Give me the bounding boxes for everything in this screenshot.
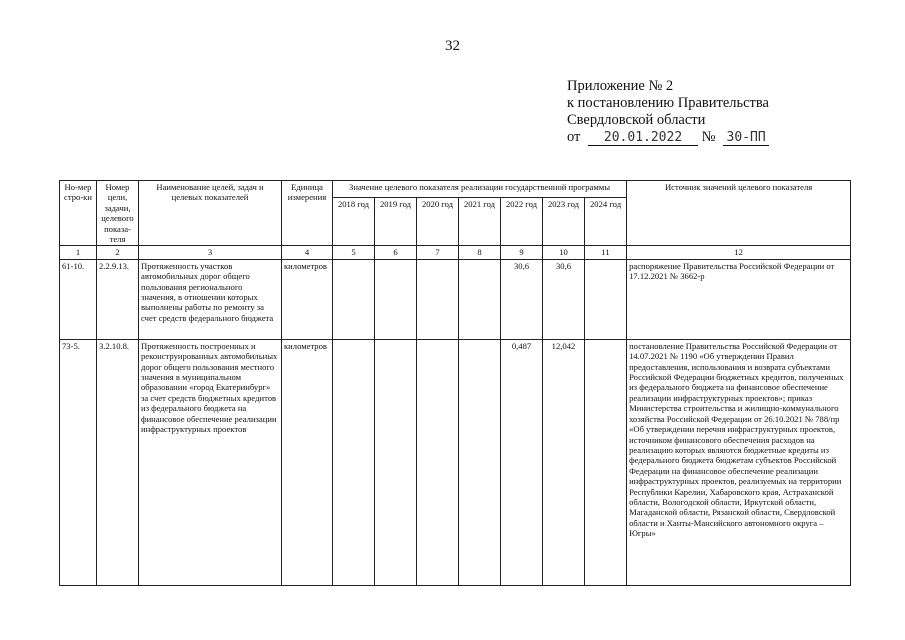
- indicator-source: постановление Правительства Российской Федерации от 14.07.2021 № 1190 «Об утверждении Правил предоставления, использования и возврата субъектами Российской Федерации бюджетных кредитов, полученных из федерального бюджета на финансовое обеспечение реализации инфраструктурных проектов»; приказ Министерства строительства и жилищно-коммунального хозяйства Российской Федерации от 26.10.2021 № 788/пр «Об утверждении перечня инфраструктурных проектов, источником финансового обеспечения расходов на реализацию которых являются бюджетные кредиты из федерального бюджета бюджетам субъектов Российской Федерации на финансовое обеспечение реализации инфраструктурных проектов, реализуемых на территории Республики Карелии, Хабаровского края, Астраханской области, Вологодской области, Иркутской области, Магаданской области, Рязанской области, Свердловской области и Ханты-Мансийского автономного округа – Югры»: [627, 339, 851, 585]
- appendix-line-2: к постановлению Правительства: [567, 95, 769, 111]
- header-year: 2024 год: [585, 198, 627, 246]
- column-number: 3: [139, 246, 282, 259]
- value-2018: [333, 339, 375, 585]
- column-number: 7: [417, 246, 459, 259]
- header-year: 2018 год: [333, 198, 375, 246]
- value-2022: 0,487: [501, 339, 543, 585]
- appendix-date-line: [567, 129, 769, 146]
- page-number: 32: [445, 38, 460, 54]
- value-2020: [417, 339, 459, 585]
- unit: километров: [282, 339, 333, 585]
- value-2020: [417, 259, 459, 339]
- row-number: 73-5.: [60, 339, 97, 585]
- from-label: от: [567, 129, 581, 145]
- value-2021: [459, 259, 501, 339]
- indicator-source: распоряжение Правительства Российской Федерации от 17.12.2021 № 3662-р: [627, 259, 851, 339]
- resolution-number: 30-ПП: [723, 131, 769, 146]
- target-indicators-table: [59, 180, 851, 586]
- header-values-group: Значение целевого показателя реализации государственной программы: [333, 181, 627, 198]
- row-number: 61-10.: [60, 259, 97, 339]
- column-number: 8: [459, 246, 501, 259]
- column-number: 1: [60, 246, 97, 259]
- header-goal-number: Номер цели, задачи, целевого показа-теля: [97, 181, 139, 246]
- column-number: 11: [585, 246, 627, 259]
- indicator-name: Протяженность участков автомобильных дорог общего пользования регионального значения, в отношении которых выполнены работы по ремонту за счет средств федерального бюджета: [139, 259, 282, 339]
- header-source: Источник значений целевого показателя: [627, 181, 851, 246]
- column-number: 2: [97, 246, 139, 259]
- value-2022: 30,6: [501, 259, 543, 339]
- value-2018: [333, 259, 375, 339]
- header-year: 2023 год: [543, 198, 585, 246]
- resolution-date: 20.01.2022: [588, 131, 698, 146]
- value-2019: [375, 339, 417, 585]
- header-name: Наименование целей, задач и целевых показателей: [139, 181, 282, 246]
- appendix-line-3: Свердловской области: [567, 112, 706, 128]
- value-2019: [375, 259, 417, 339]
- header-unit: Единица измерения: [282, 181, 333, 246]
- header-year: 2019 год: [375, 198, 417, 246]
- value-2023: 30,6: [543, 259, 585, 339]
- header-row-number: Но-мер стро-ки: [60, 181, 97, 246]
- value-2024: [585, 339, 627, 585]
- table-row: [60, 259, 851, 339]
- column-number: 5: [333, 246, 375, 259]
- column-number: 6: [375, 246, 417, 259]
- unit: километров: [282, 259, 333, 339]
- header-year: 2022 год: [501, 198, 543, 246]
- column-number: 9: [501, 246, 543, 259]
- appendix-title: Приложение № 2: [567, 78, 674, 94]
- table-row: [60, 339, 851, 585]
- value-2024: [585, 259, 627, 339]
- appendix-block: [567, 78, 769, 146]
- value-2023: 12,042: [543, 339, 585, 585]
- value-2021: [459, 339, 501, 585]
- column-number: 4: [282, 246, 333, 259]
- indicator-name: Протяженность построенных и реконструированных автомобильных дорог общего пользования местного значения в муниципальном образовании «город Екатеринбург» за счет средств бюджетных кредитов из федерального бюджета на финансовое обеспечение реализации инфраструктурных проектов: [139, 339, 282, 585]
- column-number: 10: [543, 246, 585, 259]
- goal-number: 2.2.9.13.: [97, 259, 139, 339]
- header-row: [60, 181, 851, 198]
- goal-number: 3.2.10.8.: [97, 339, 139, 585]
- number-label: №: [701, 129, 716, 145]
- column-numbers-row: [60, 246, 851, 259]
- header-year: 2021 год: [459, 198, 501, 246]
- header-year: 2020 год: [417, 198, 459, 246]
- column-number: 12: [627, 246, 851, 259]
